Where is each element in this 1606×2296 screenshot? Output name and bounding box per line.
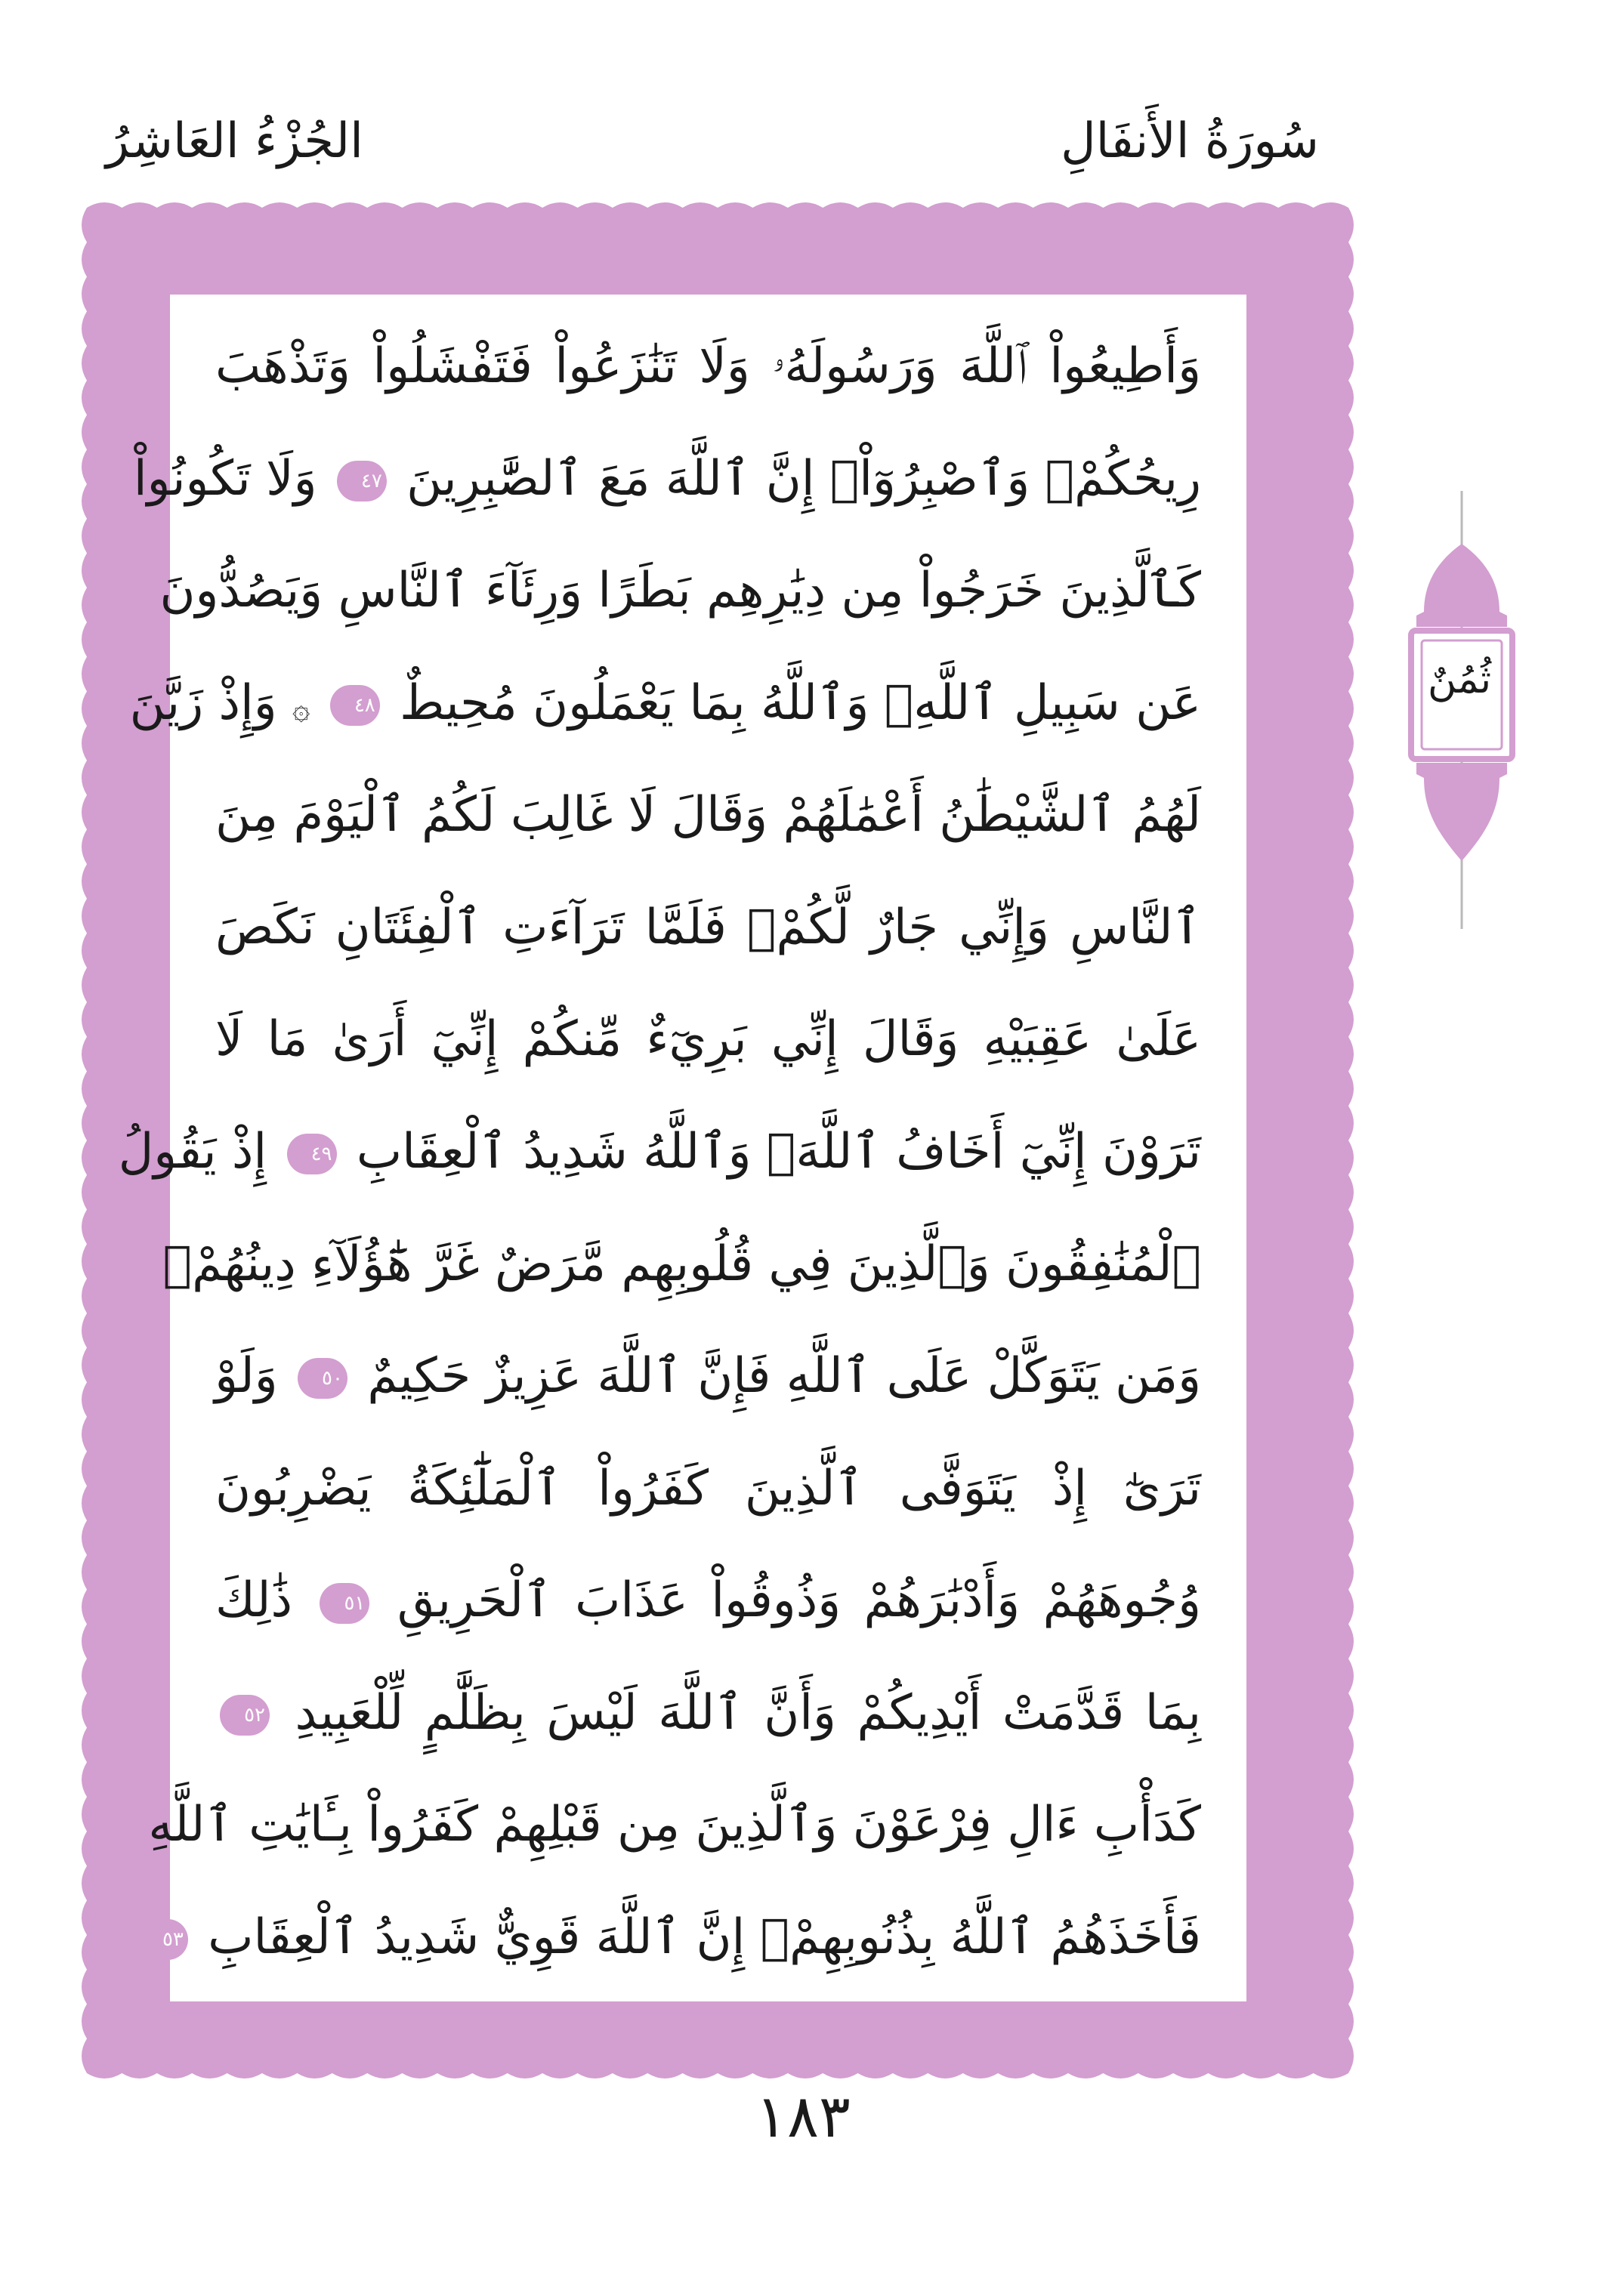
ayah-marker: ٤٧ [337, 461, 387, 501]
ayah-marker: ٥١ [320, 1583, 369, 1624]
verse-line: عَلَىٰ عَقِبَيْهِ وَقَالَ إِنِّي بَرِيٓءٌ مِّنكُمْ إِنِّيٓ أَرَىٰ مَا لَا [215, 1011, 1201, 1068]
verse-line: وَأَطِيعُواْ ٱللَّهَ وَرَسُولَهُۥ وَلَا تَنَٰزَعُواْ فَتَفْشَلُواْ وَتَذْهَبَ [215, 338, 1201, 394]
ayah-marker: ٥٣ [138, 1919, 188, 1960]
thumun-marker [1405, 491, 1518, 944]
verse-line: وُجُوهَهُمْ وَأَدْبَٰرَهُمْ وَذُوقُواْ عَذَابَ ٱلْحَرِيقِ ٥١ ذَٰلِكَ [215, 1572, 1202, 1629]
surah-title: سُورَةُ الأَنفَالِ [1061, 113, 1319, 169]
juz-title: الجُزْءُ العَاشِرُ [106, 113, 363, 169]
hizb-symbol: ۞ [292, 691, 310, 727]
verse-line: بِمَا قَدَّمَتْ أَيْدِيكُمْ وَأَنَّ ٱللَّهَ لَيْسَ بِظَلَّٰمٍ لِّلْعَبِيدِ ٥٢ [215, 1671, 1201, 1754]
verse-line: عَن سَبِيلِ ٱللَّهِۚ وَٱللَّهُ بِمَا يَعْمَلُونَ مُحِيطٌ ٤٨ ۞ وَإِذْ زَيَّنَ [129, 674, 1201, 731]
ayah-marker: ٥٠ [298, 1358, 347, 1399]
ayah-marker: ٤٨ [330, 685, 380, 726]
verse-line: كَدَأْبِ ءَالِ فِرْعَوْنَ وَٱلَّذِينَ مِن قَبْلِهِمْ كَفَرُواْ بِـَٔايَٰتِ ٱللَّهِ [148, 1797, 1201, 1853]
verse-line: رِيحُكُمْۖ وَٱصْبِرُوٓاْۚ إِنَّ ٱللَّهَ مَعَ ٱلصَّٰبِرِينَ ٤٧ وَلَا تَكُونُواْ [133, 450, 1201, 507]
verse-lines [118, 325, 1202, 1979]
verse-line: كَٱلَّذِينَ خَرَجُواْ مِن دِيَٰرِهِم بَطَرًا وَرِئَآءَ ٱلنَّاسِ وَيَصُدُّونَ [159, 563, 1201, 619]
verse-line: ٱلْمُنَٰفِقُونَ وَٱلَّذِينَ فِي قُلُوبِهِم مَّرَضٌ غَرَّ هَٰٓؤُلَآءِ دِينُهُمْۗ [162, 1236, 1201, 1292]
verse-line: تَرَوْنَ إِنِّيٓ أَخَافُ ٱللَّهَۚ وَٱللَّهُ شَدِيدُ ٱلْعِقَابِ ٤٩ إِذْ يَقُولُ [118, 1123, 1201, 1180]
verse-line: فَأَخَذَهُمُ ٱللَّهُ بِذُنُوبِهِمْۗ إِنَّ ٱللَّهَ قَوِيٌّ شَدِيدُ ٱلْعِقَابِ ٥٣ [215, 1896, 1201, 1979]
ayah-marker: ٥٢ [220, 1695, 270, 1736]
thumun-label: ثُمُنٌ [1427, 657, 1492, 702]
verse-line: لَهُمُ ٱلشَّيْطَٰنُ أَعْمَٰلَهُمْ وَقَالَ لَا غَالِبَ لَكُمُ ٱلْيَوْمَ مِنَ [215, 787, 1201, 844]
page-number: ١٨٣ [755, 2083, 851, 2151]
verse-line: ٱلنَّاسِ وَإِنِّي جَارٌ لَّكُمْۖ فَلَمَّا تَرَآءَتِ ٱلْفِئَتَانِ نَكَصَ [215, 899, 1201, 955]
ayah-marker: ٤٩ [287, 1134, 337, 1174]
text-area [118, 295, 1246, 2001]
verse-line: وَمَن يَتَوَكَّلْ عَلَى ٱللَّهِ فَإِنَّ ٱللَّهَ عَزِيزٌ حَكِيمٌ ٥٠ وَلَوْ [215, 1348, 1201, 1405]
verse-line: تَرَىٰٓ إِذْ يَتَوَفَّى ٱلَّذِينَ كَفَرُواْ ٱلْمَلَٰٓئِكَةُ يَضْرِبُونَ [215, 1460, 1201, 1517]
